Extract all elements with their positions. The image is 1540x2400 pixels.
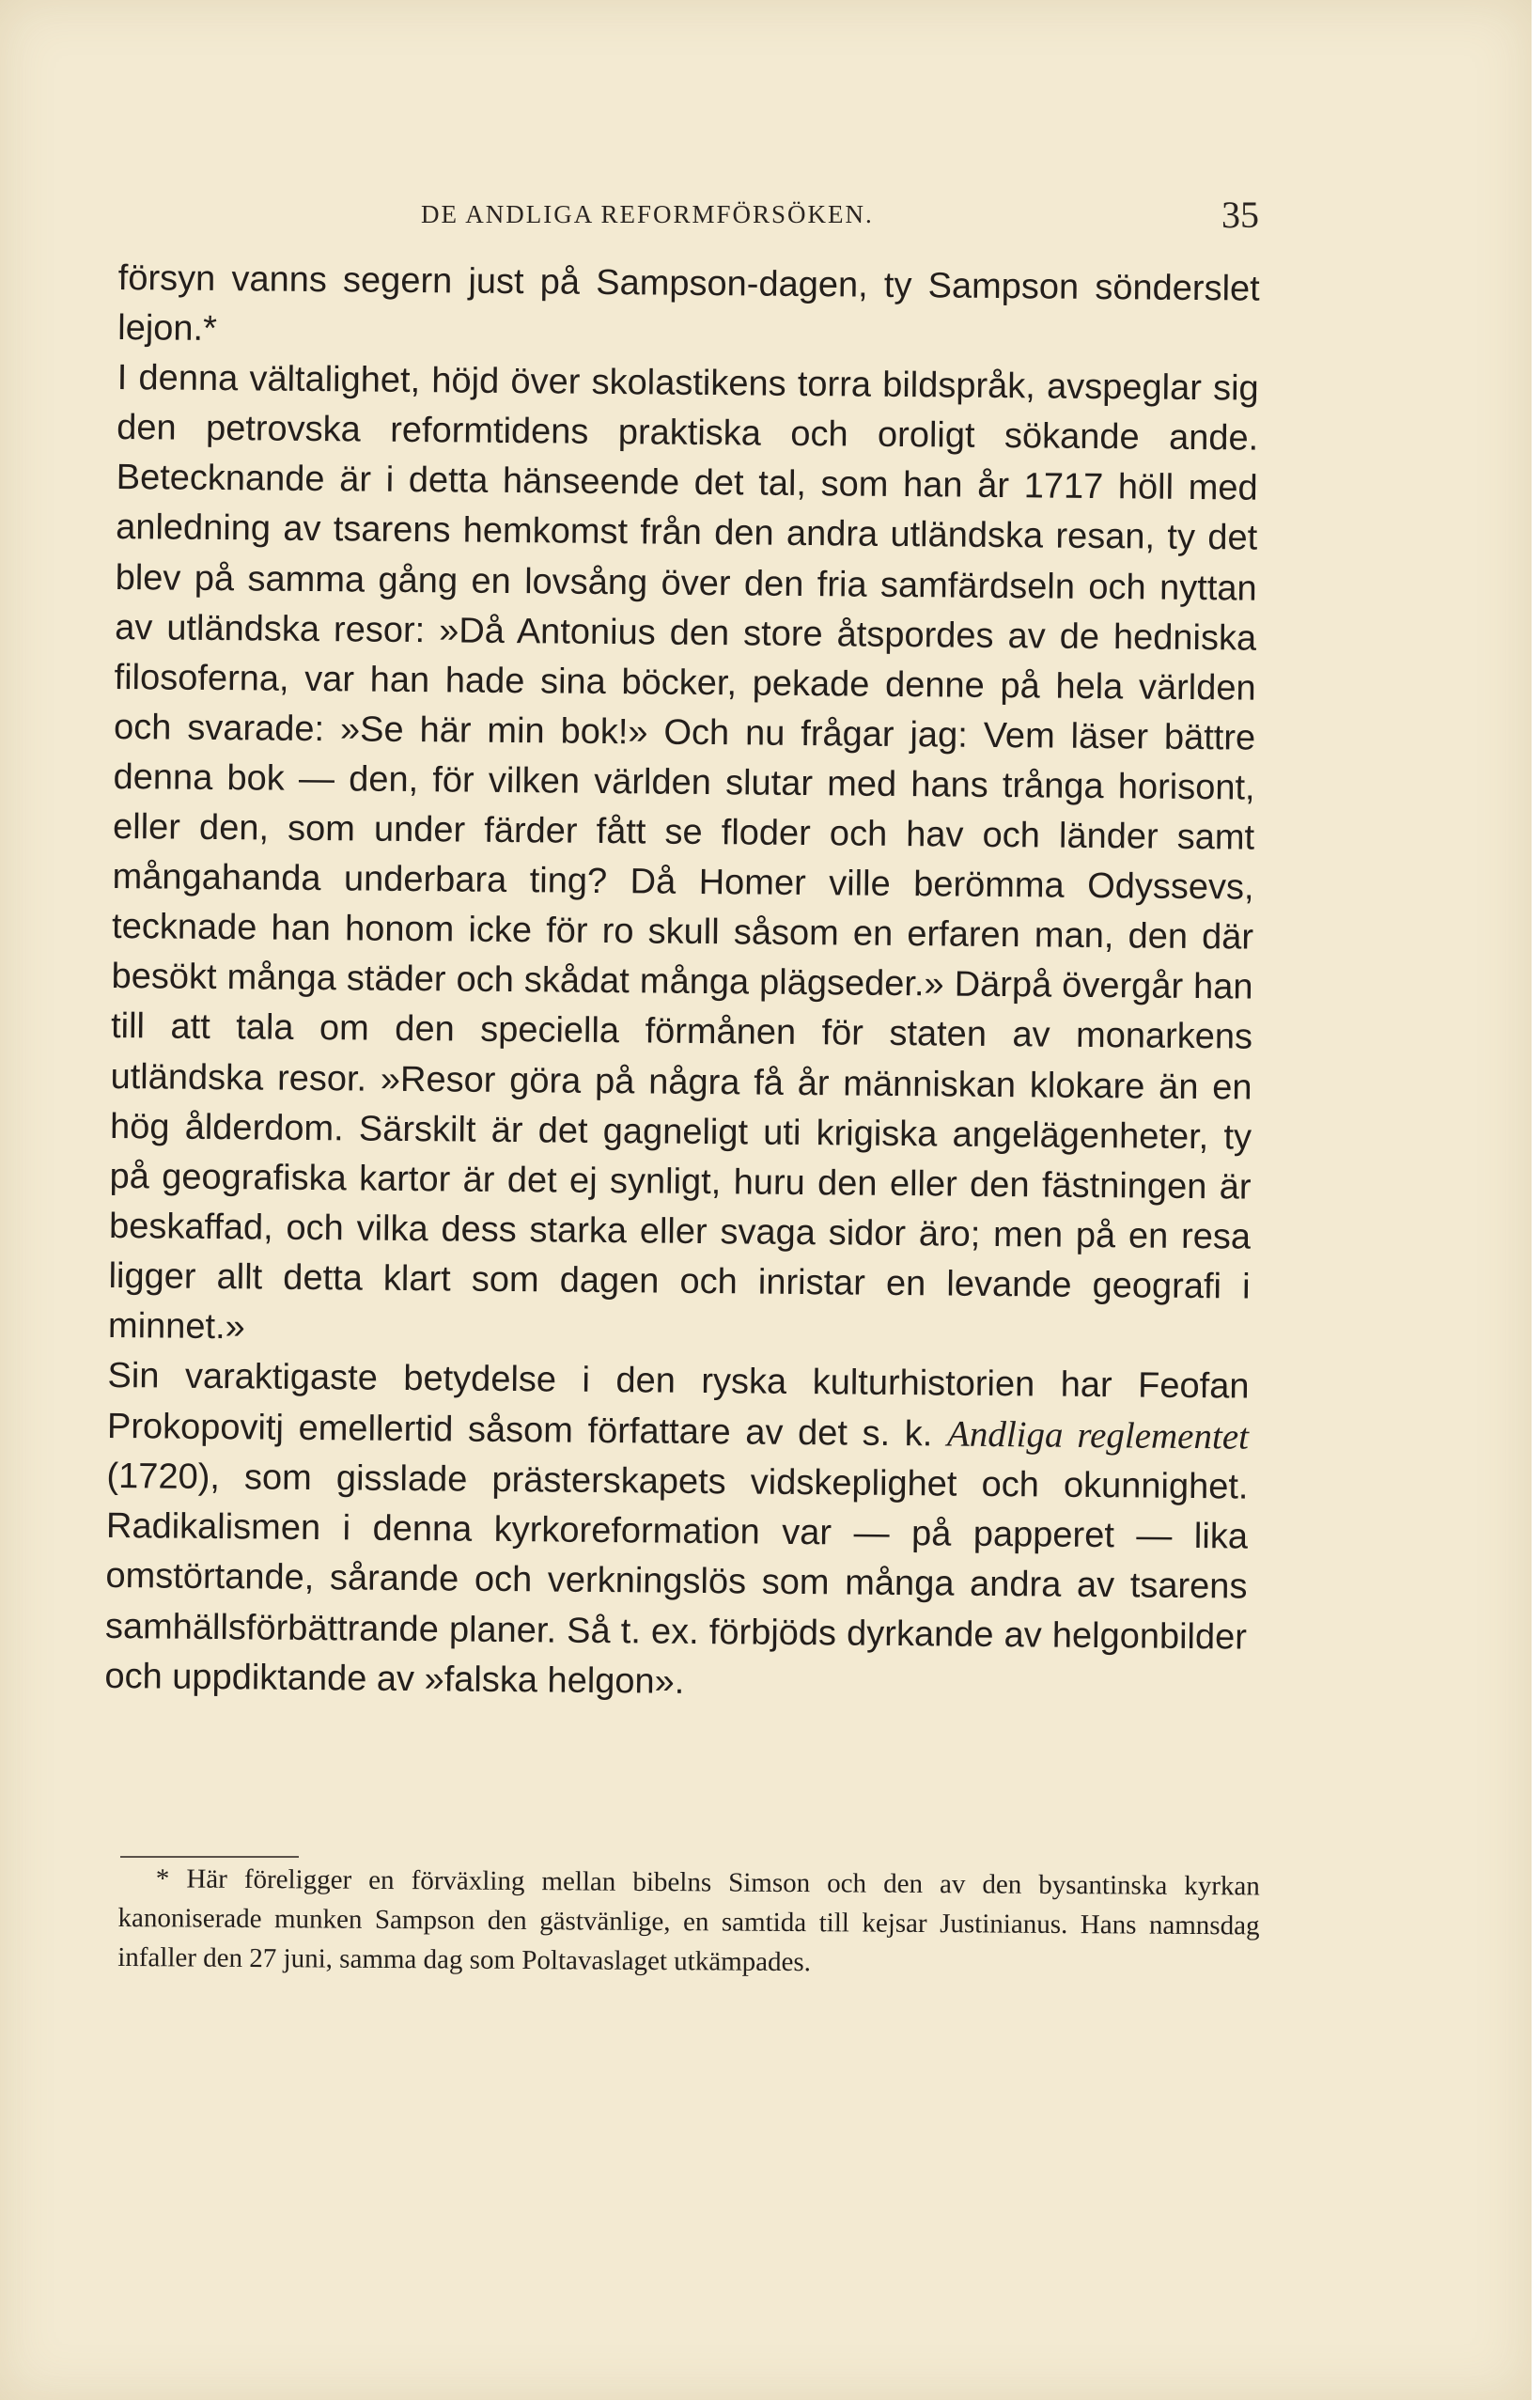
running-title: DE ANDLIGA REFORMFÖRSÖKEN. — [421, 200, 874, 228]
book-title-italic: Andliga reglementet — [946, 1413, 1250, 1457]
paragraph-3 — [104, 1351, 1250, 1712]
paragraph-3-text-start: Sin varaktigaste betydelse i den ryska kulturhistorien har Feofan Prokopovitj emellertid såsom författare av det s. k. — [106, 1356, 1250, 1455]
body-text — [104, 254, 1260, 1712]
footnotes — [117, 1859, 1260, 1985]
footnote-1: * Här föreligger en förväxling mellan bibelns Simson och den av den bysantinska kyrkan kanoniserade munken Sampson den gästvänlige, en samtida till kejsar Justinianus. Hans namnsdag infaller den 27 juni, samma dag som Poltavaslaget utkämpades. — [117, 1863, 1260, 1978]
paragraph-3-text-end: (1720), som gisslade prästerskapets vidskeplighet och okunnighet. Radikalismen i denna kyrkoreformation var — på papperet — lika omstörtande, sårande och verkningslös som många andra av tsarens samhällsförbättrande planer. Så t. ex. förbjöds dyrkande av helgonbilder och uppdiktande av »falska helgon». — [104, 1457, 1249, 1702]
paragraph-1: försyn vanns segern just på Sampson-dagen, ty Sampson sönderslet lejon.* — [117, 257, 1260, 350]
page-number: 35 — [1221, 194, 1259, 236]
page-header — [120, 193, 1259, 240]
footnote-divider — [120, 1856, 299, 1858]
paragraph-2: I denna vältalighet, höjd över skolastikens torra bildspråk, avspeglar sig den petrovska reformtidens praktiska och oroligt sökande ande. Betecknande är i detta hänseende det tal, som han år 1717 höll med anledning av tsarens hemkomst från den andra utländska resan, ty det blev på samma gång en lovsång över den fria samfärdseln och nyttan av utländska resor: »Då Antonius den store åtspordes av de hedniska filosoferna, var han hade sina böcker, pekade denne på hela världen och svarade: »Se här min bok!» Och nu frågar jag: Vem läser bättre denna bok — den, för vilken världen slutar med hans trånga horisont, eller den, som under färder fått se floder och hav och länder samt mångahanda underbara ting? Då Homer ville berömma Odyssevs, tecknade han honom icke för ro skull såsom en erfaren man, den där besökt många städer och skådat många plägseder.» Därpå övergår han till att tala om den speciella förmånen för staten av monarkens utländska resor. »Resor göra på några få år människan klokare än en hög ålderdom. Särskilt är det gagneligt uti krigiska angelägenheter, ty på geografiska kartor är det ej synligt, huru den eller den fästningen är beskaffad, och vilka dess starka eller svaga sidor äro; men på en resa ligger allt detta klart som dagen och inristar en levande geografi i minnet.» — [107, 358, 1259, 1348]
page-edge — [1532, 0, 1540, 2400]
